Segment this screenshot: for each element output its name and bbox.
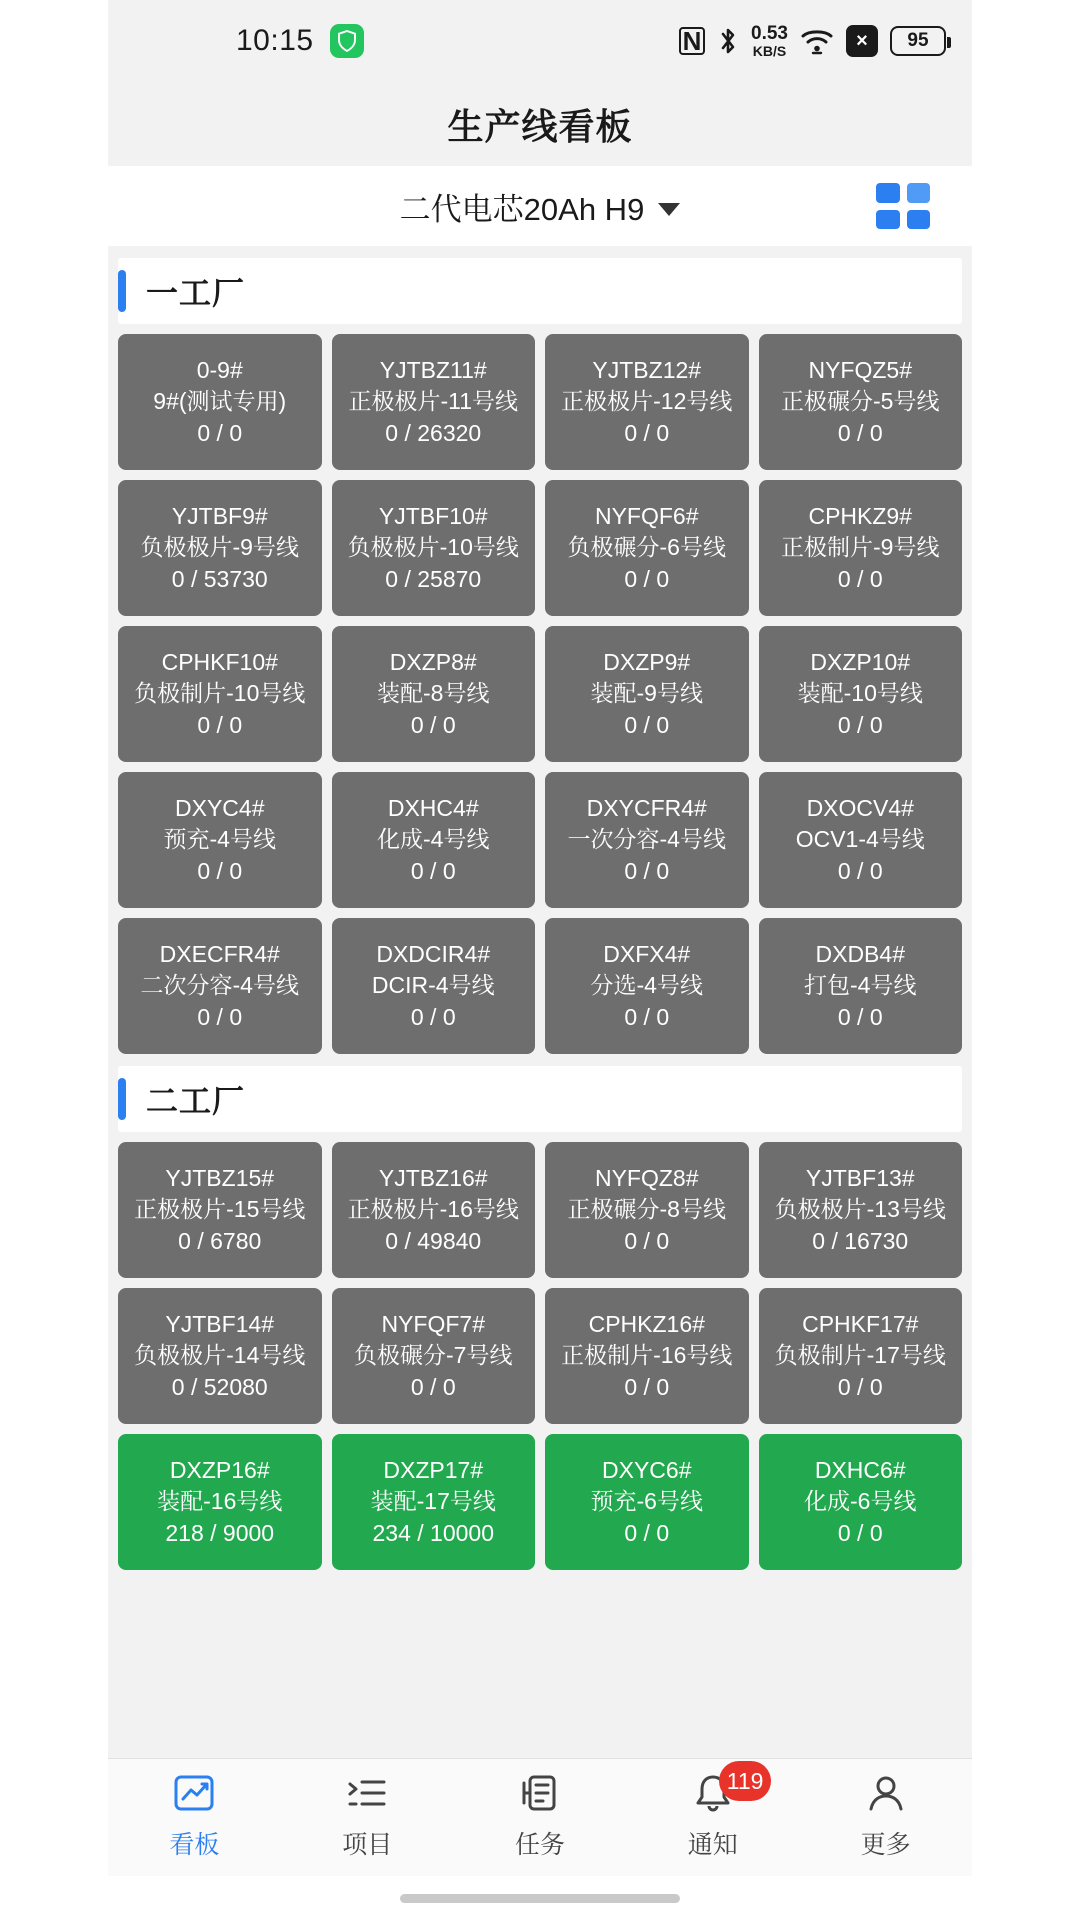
line-card-name: 一次分容-4号线: [567, 826, 726, 853]
line-card-name: 装配-10号线: [797, 680, 923, 707]
line-card[interactable]: [118, 1142, 322, 1278]
section-title: 一工厂: [146, 275, 246, 311]
bell-icon: [691, 1767, 764, 1817]
nav-label: 看板: [169, 1831, 220, 1859]
line-card-name: 预充-4号线: [163, 826, 276, 853]
line-card-code: YJTBZ11#: [379, 357, 487, 384]
line-card-code: DXDCIR4#: [376, 941, 491, 968]
status-bar: [108, 0, 972, 82]
bluetooth-icon: [717, 26, 739, 56]
line-card-code: DXECFR4#: [159, 941, 280, 968]
line-card-name: 装配-9号线: [590, 680, 703, 707]
shield-icon: [330, 24, 364, 58]
right-gutter: [972, 0, 1080, 1920]
line-card-code: YJTBF9#: [171, 503, 268, 530]
line-card[interactable]: [118, 334, 322, 470]
line-card-name: 化成-4号线: [377, 826, 490, 853]
line-card-count: 0 / 26320: [385, 419, 482, 446]
nfc-icon: N: [679, 27, 705, 55]
line-card[interactable]: [545, 334, 749, 470]
line-card-count: 0 / 25870: [385, 565, 482, 592]
line-card-code: YJTBF10#: [378, 503, 488, 530]
list-project-icon: [345, 1769, 389, 1817]
page-title: 生产线看板: [447, 105, 633, 147]
nav-item-task[interactable]: [454, 1769, 627, 1861]
line-card-name: 打包-4号线: [804, 972, 917, 999]
section-accent-bar: [118, 1078, 126, 1120]
line-card-count: 0 / 0: [624, 711, 670, 738]
line-card[interactable]: [118, 918, 322, 1054]
line-card-count: 0 / 0: [410, 857, 456, 884]
line-card[interactable]: [332, 772, 536, 908]
section-header-factory-2: [118, 1066, 962, 1132]
line-card[interactable]: [332, 334, 536, 470]
line-card-count: 0 / 0: [837, 1003, 883, 1030]
nav-label: 任务: [514, 1831, 565, 1859]
line-card[interactable]: [118, 1288, 322, 1424]
line-card[interactable]: [545, 772, 749, 908]
nav-label: 通知: [687, 1831, 738, 1859]
line-card-code: DXZP8#: [389, 649, 477, 676]
nav-item-project[interactable]: [281, 1769, 454, 1861]
nav-label: 项目: [342, 1831, 393, 1859]
line-card-count: 0 / 0: [624, 419, 670, 446]
line-card-code: NYFQZ8#: [594, 1165, 699, 1192]
line-card-code: DXZP16#: [169, 1457, 270, 1484]
line-card-name: 装配-8号线: [377, 680, 490, 707]
line-card-name: 负极极片-14号线: [134, 1342, 306, 1369]
line-card-name: 负极极片-9号线: [140, 534, 299, 561]
person-icon: [864, 1769, 908, 1817]
status-time: 10:15: [236, 24, 314, 57]
dashboard-content[interactable]: [108, 246, 972, 1758]
line-card-count: 0 / 16730: [812, 1227, 909, 1254]
line-card-name: 正极碾分-5号线: [781, 388, 940, 415]
line-card-code: DXYC4#: [175, 795, 265, 822]
line-card[interactable]: [332, 480, 536, 616]
line-card[interactable]: [332, 626, 536, 762]
line-card[interactable]: [759, 772, 963, 908]
line-card[interactable]: [545, 1434, 749, 1570]
line-card-count: 0 / 0: [197, 857, 243, 884]
line-card-name: OCV1-4号线: [795, 826, 925, 853]
line-card[interactable]: [759, 918, 963, 1054]
line-card[interactable]: [545, 1288, 749, 1424]
line-card[interactable]: [759, 334, 963, 470]
line-card-name: 负极极片-10号线: [347, 534, 519, 561]
line-card-count: 0 / 0: [837, 857, 883, 884]
line-card[interactable]: [118, 480, 322, 616]
grid-cell-tl: [876, 183, 900, 203]
line-card[interactable]: [118, 1434, 322, 1570]
line-card-code: NYFQZ5#: [808, 357, 913, 384]
close-badge-icon: ×: [846, 25, 878, 57]
line-card-name: 负极碾分-7号线: [354, 1342, 513, 1369]
line-card-code: YJTBZ12#: [592, 357, 702, 384]
line-card-code: NYFQF7#: [381, 1311, 486, 1338]
line-card-name: 预充-6号线: [590, 1488, 703, 1515]
line-card-name: 二次分容-4号线: [140, 972, 299, 999]
line-card-count: 0 / 0: [410, 711, 456, 738]
line-card-code: CPHKZ9#: [808, 503, 913, 530]
line-card-name: 分选-4号线: [590, 972, 703, 999]
line-card-name: 正极制片-9号线: [781, 534, 940, 561]
line-card[interactable]: [118, 772, 322, 908]
line-card-count: 234 / 10000: [372, 1519, 494, 1546]
line-card-count: 0 / 0: [410, 1003, 456, 1030]
line-card-count: 0 / 53730: [171, 565, 268, 592]
grid-cell-bl: [876, 210, 900, 230]
section-accent-bar: [118, 270, 126, 312]
line-card[interactable]: [545, 1142, 749, 1278]
line-card[interactable]: [118, 626, 322, 762]
left-gutter: [0, 0, 108, 1920]
line-card-name: 9#(测试专用): [153, 388, 287, 415]
line-card-count: 0 / 52080: [171, 1373, 268, 1400]
line-card-count: 0 / 6780: [178, 1227, 262, 1254]
home-indicator-bar: [400, 1894, 680, 1903]
status-right-group: [679, 0, 946, 82]
home-indicator: [108, 1876, 972, 1920]
notification-badge: 119: [719, 1761, 772, 1801]
network-speed-unit: KB/S: [752, 42, 787, 59]
network-speed: [751, 24, 788, 59]
product-selector-value: 二代电芯20Ah H9: [399, 191, 645, 227]
line-card-code: CPHKF10#: [161, 649, 278, 676]
line-card[interactable]: [759, 1288, 963, 1424]
line-card-code: YJTBZ15#: [165, 1165, 275, 1192]
nav-label: 更多: [860, 1831, 911, 1859]
line-card-count: 0 / 0: [197, 419, 243, 446]
line-card[interactable]: [545, 626, 749, 762]
line-card-code: DXZP10#: [810, 649, 911, 676]
line-card-code: DXHC4#: [387, 795, 479, 822]
product-selector[interactable]: [400, 184, 681, 229]
line-card[interactable]: [332, 1142, 536, 1278]
line-card[interactable]: [759, 626, 963, 762]
nav-item-more[interactable]: [799, 1769, 972, 1861]
grid-cell-tr: [907, 183, 931, 203]
product-selector-row: [108, 166, 972, 246]
task-icon: [518, 1769, 562, 1817]
line-card-code: DXYC6#: [602, 1457, 692, 1484]
line-card[interactable]: [545, 480, 749, 616]
line-card-code: DXHC6#: [814, 1457, 906, 1484]
line-card[interactable]: [759, 480, 963, 616]
wifi-icon: [800, 27, 834, 55]
chevron-down-icon: [658, 203, 680, 216]
line-card-code: DXOCV4#: [806, 795, 914, 822]
bottom-navigation: [108, 1758, 972, 1876]
line-card-count: 0 / 0: [624, 1519, 670, 1546]
line-card-grid-factory-2: [118, 1142, 962, 1570]
network-speed-value: 0.53: [751, 22, 788, 44]
line-card[interactable]: [332, 918, 536, 1054]
line-card-count: 0 / 0: [197, 1003, 243, 1030]
line-card-count: 0 / 0: [837, 711, 883, 738]
line-card-count: 218 / 9000: [165, 1519, 275, 1546]
line-card-name: 正极极片-12号线: [561, 388, 733, 415]
status-left-group: [236, 24, 364, 58]
section-header-factory-1: [118, 258, 962, 324]
grid-cell-br: [907, 210, 931, 230]
grid-view-icon[interactable]: [876, 183, 930, 229]
line-card-code: NYFQF6#: [594, 503, 699, 530]
dashboard-chart-icon: [172, 1769, 216, 1817]
line-card-name: 装配-16号线: [157, 1488, 283, 1515]
line-card[interactable]: [332, 1434, 536, 1570]
line-card-name: 正极极片-16号线: [347, 1196, 519, 1223]
line-card-grid-factory-1: [118, 334, 962, 1054]
line-card-name: DCIR-4号线: [371, 972, 495, 999]
line-card-count: 0 / 0: [837, 1373, 883, 1400]
line-card[interactable]: [759, 1434, 963, 1570]
battery-indicator: 95: [890, 26, 946, 56]
line-card-code: DXZP9#: [603, 649, 691, 676]
section-title: 二工厂: [146, 1083, 246, 1119]
line-card-code: YJTBF13#: [805, 1165, 915, 1192]
line-card-count: 0 / 0: [837, 1519, 883, 1546]
line-card-count: 0 / 0: [410, 1373, 456, 1400]
line-card-name: 正极极片-11号线: [348, 388, 519, 415]
line-card-count: 0 / 0: [837, 419, 883, 446]
line-card[interactable]: [545, 918, 749, 1054]
nav-item-dashboard[interactable]: [108, 1769, 281, 1861]
line-card-name: 化成-6号线: [804, 1488, 917, 1515]
line-card-code: DXFX4#: [603, 941, 691, 968]
line-card-name: 负极极片-13号线: [774, 1196, 946, 1223]
line-card-name: 负极制片-10号线: [134, 680, 306, 707]
line-card-code: YJTBZ16#: [378, 1165, 488, 1192]
line-card-name: 正极极片-15号线: [134, 1196, 306, 1223]
line-card-name: 正极制片-16号线: [561, 1342, 733, 1369]
line-card-count: 0 / 49840: [385, 1227, 482, 1254]
line-card-code: DXZP17#: [383, 1457, 484, 1484]
line-card-name: 负极制片-17号线: [774, 1342, 946, 1369]
line-card-name: 装配-17号线: [370, 1488, 496, 1515]
line-card-count: 0 / 0: [624, 1003, 670, 1030]
line-card-name: 负极碾分-6号线: [567, 534, 726, 561]
line-card-count: 0 / 0: [837, 565, 883, 592]
line-card-code: DXDB4#: [815, 941, 905, 968]
line-card[interactable]: [332, 1288, 536, 1424]
line-card-code: DXYCFR4#: [586, 795, 707, 822]
line-card-code: CPHKZ16#: [588, 1311, 705, 1338]
nav-item-notification[interactable]: [626, 1769, 799, 1861]
app-title-bar: [108, 82, 972, 166]
line-card[interactable]: [759, 1142, 963, 1278]
line-card-code: CPHKF17#: [802, 1311, 919, 1338]
app-viewport: [108, 0, 972, 1920]
line-card-count: 0 / 0: [624, 1373, 670, 1400]
line-card-name: 正极碾分-8号线: [567, 1196, 726, 1223]
line-card-count: 0 / 0: [197, 711, 243, 738]
line-card-count: 0 / 0: [624, 1227, 670, 1254]
line-card-count: 0 / 0: [624, 857, 670, 884]
line-card-count: 0 / 0: [624, 565, 670, 592]
line-card-code: YJTBF14#: [165, 1311, 275, 1338]
line-card-code: 0-9#: [196, 357, 243, 384]
